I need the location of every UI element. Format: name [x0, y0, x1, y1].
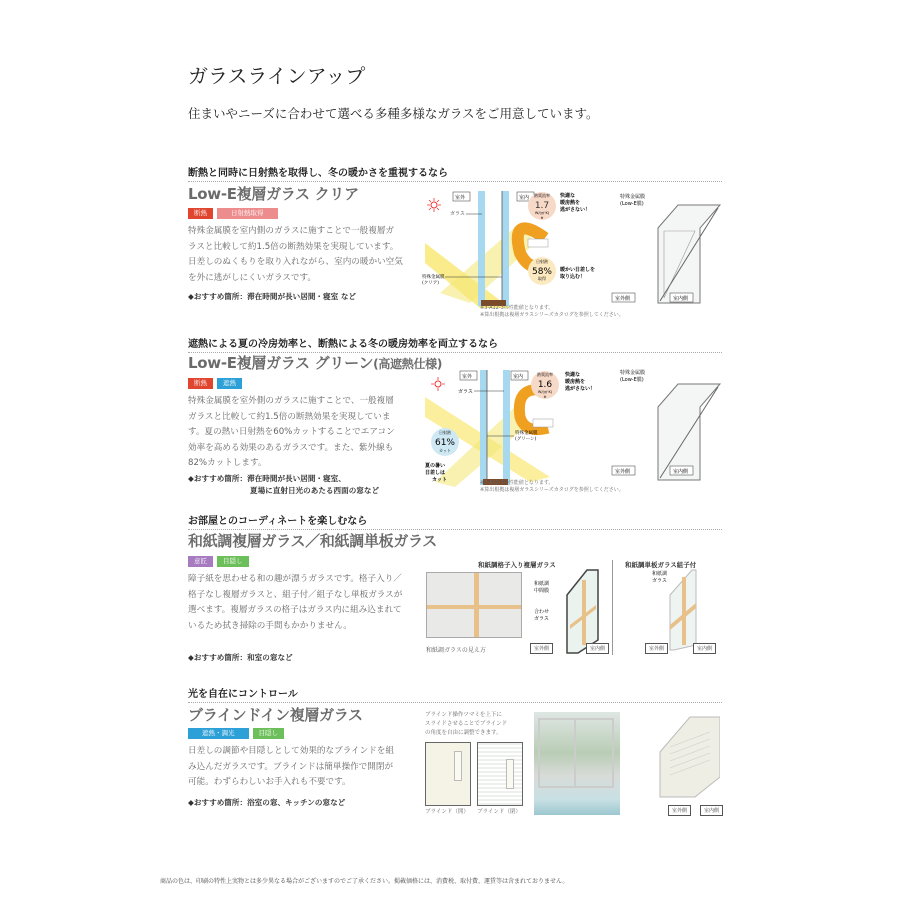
text-line: ブラインド操作ツマミを上下に	[425, 712, 502, 718]
washi-single-glass-diagram	[640, 565, 720, 655]
callout-line: 暖房熱を	[560, 200, 581, 206]
low-e-clear-diagram	[420, 183, 725, 323]
blind-caption	[425, 711, 507, 738]
glass-pane	[502, 191, 509, 306]
diagram-title: 和紙調格子入り複層ガラス	[478, 561, 556, 569]
badge-value: 1.6	[537, 380, 553, 390]
note: ※3-A12-3の性能値となります。	[480, 305, 554, 311]
washi-double-glass-diagram	[530, 565, 610, 655]
section-heading: 遮熱による夏の冷房効率と、断熱による冬の暖房効率を両立するなら	[188, 339, 498, 350]
tag-list	[188, 378, 242, 389]
outdoor-label: 室外側	[530, 643, 553, 654]
tag: 断熱	[188, 378, 213, 389]
tag: 目隠し	[253, 728, 285, 739]
outdoor-label: 室外側	[615, 469, 631, 475]
recommendation: ◆おすすめ箇所：滞在時間が長い居間・寝室 など	[188, 292, 357, 301]
outdoor-label: 室外側	[668, 805, 691, 816]
badge-value: 58%	[531, 267, 553, 277]
badge-mark: ※	[540, 216, 544, 220]
text-line: を外に逃がしにくいガラスです。	[188, 272, 316, 283]
text-line: み込んだガラスです。ブラインドは簡単操作で開閉が	[188, 761, 394, 772]
divider	[188, 702, 722, 703]
iso-label: 特殊金属膜	[620, 194, 646, 200]
divider	[188, 529, 722, 530]
indoor-label: 室内側	[673, 296, 689, 302]
tag: 意匠	[188, 556, 213, 567]
badge-mark: ※	[543, 395, 547, 399]
recommendation: ◆おすすめ箇所：和室の窓など	[188, 653, 293, 662]
callout-line: 逃がさない！	[560, 207, 591, 213]
callout-line: 暖房熱を	[565, 379, 586, 385]
indoor-label: 室内側	[673, 469, 689, 475]
page-title: ガラスラインアップ	[188, 64, 366, 88]
film-label: 特殊金属膜	[422, 275, 445, 280]
text-line: ラスと比較して約1.5倍の断熱効果を実現しています。	[188, 241, 399, 252]
callout-line: 快適な	[560, 193, 576, 199]
text-line: の角度を自由に調整できます。	[425, 730, 502, 736]
title-suffix: (高遮熱仕様)	[373, 357, 443, 371]
badge-label: 日射熱	[439, 430, 451, 435]
text-line: ガラスと比較して約1.5倍の断熱効果を実現していま	[188, 411, 391, 422]
text-line: スライドさせることでブラインド	[425, 721, 508, 727]
film-type: (グリーン)	[515, 437, 537, 442]
inside-label: 室内	[519, 195, 530, 201]
text-line: ◆おすすめ箇所：滞在時間が長い居間・寝室、	[188, 474, 346, 483]
tag: 目隠し	[217, 556, 249, 567]
callout-line: ガラス	[534, 616, 549, 622]
text-line: 効率を高める効果のあるガラスです。また、紫外線も	[188, 442, 394, 453]
inside-label: 室内	[513, 374, 524, 380]
tag: 遮熱	[217, 378, 242, 389]
text-line: 特殊金属膜を室外側のガラスに施すことで、一般複層	[188, 396, 394, 406]
tag: 断熱	[188, 208, 213, 219]
indoor-label: 室内側	[700, 805, 723, 816]
film-label: 特殊金属膜	[515, 431, 538, 436]
blind-glass-isometric	[650, 712, 720, 802]
badge-unit: W/(㎡·K)	[537, 390, 553, 394]
text-line: 82%カットします。	[188, 458, 267, 469]
sun-icon	[431, 377, 445, 391]
divider	[188, 352, 722, 353]
outside-label: 室外	[462, 374, 473, 380]
footer-disclaimer: 商品の色は、印刷の特性上実物とは多少異なる場合がございますのでご了承ください。掲載価格には、消費税、取付費、運賃等は含まれておりません。	[160, 878, 569, 885]
text-line: 選べます。複層ガラスの格子はガラス内に組み込まれて	[188, 605, 402, 616]
glass-isometric	[658, 384, 720, 480]
indoor-label: 室内側	[586, 643, 609, 654]
text-line: 夏場に直射日光のあたる西面の窓など	[250, 486, 380, 495]
text-line: いるため拭き掃除の手間もかかりません。	[188, 620, 352, 631]
outdoor-label: 室外側	[645, 643, 668, 654]
section-heading: 光を自在にコントロール	[188, 689, 298, 700]
section-heading: 断熱と同時に日射熱を取得し、冬の暖かさを重視するなら	[188, 168, 448, 179]
text-line: 日差しのぬくもりを取り入れながら、室内の暖かい空気	[188, 257, 403, 268]
bathroom-photo	[534, 712, 620, 815]
blind-closed-label: ブラインド（閉）	[477, 809, 521, 815]
iso-label: 特殊金属膜	[620, 370, 646, 376]
tag-list	[188, 208, 278, 219]
glass-label: ガラス	[458, 389, 473, 395]
callout-line: 和紙調	[652, 571, 668, 577]
iso-sub: (Low-E膜)	[620, 377, 644, 383]
note: ※算出根拠は複層ガラスシリーズカタログを参照してください。	[480, 312, 624, 318]
callout-line: 日差しは	[425, 470, 446, 476]
recommendation	[188, 473, 379, 497]
callout-line: 中間膜	[534, 588, 550, 594]
note: ※算出根拠は複層ガラスシリーズカタログを参照してください。	[480, 487, 624, 493]
badge-unit: 取得	[538, 276, 546, 281]
outdoor-label: 室外側	[615, 296, 631, 302]
blind-closed-image	[477, 742, 523, 806]
tag-list	[188, 728, 284, 739]
swatch-caption: 和紙調ガラスの見え方	[426, 647, 486, 654]
callout-line: 暖かい日差しを	[560, 267, 596, 273]
tag: 日射熱取得	[217, 208, 278, 219]
callout-line: ガラス	[652, 578, 667, 584]
product-title: Low-E複層ガラス クリア	[188, 185, 359, 203]
tag: 遮熱・調光	[188, 728, 249, 739]
low-e-green-diagram	[420, 362, 725, 500]
washi-swatch	[426, 572, 522, 638]
callout-line: 和紙調	[534, 581, 550, 587]
glass-pane	[480, 370, 487, 485]
text-line: す。夏の熱い日射熱を60%カットすることでエアコン	[188, 427, 395, 438]
glass-pane	[503, 370, 510, 485]
note: ※3-A12-3の性能値となります。	[480, 480, 554, 486]
callout-line: 合わせ	[534, 609, 550, 615]
text-line: 格子なし複層ガラスと、組子付／組子なし単板ガラスが	[188, 589, 403, 600]
recommendation: ◆おすすめ箇所：浴室の窓、キッチンの窓など	[188, 798, 346, 807]
glass-pane	[478, 191, 485, 306]
outside-label: 室外	[455, 195, 466, 201]
product-description	[188, 394, 413, 472]
page-subtitle: 住まいやニーズに合わせて選べる多種多様なガラスをご用意しています。	[188, 106, 599, 121]
text-line: 特殊金属膜を室内側のガラスに施すことで一般複層ガ	[188, 226, 394, 236]
badge-label: 日射熱	[536, 259, 548, 264]
product-description	[188, 224, 413, 286]
title-text: Low-E複層ガラス グリーン	[188, 354, 374, 372]
callout-line: カット	[432, 477, 447, 483]
section-heading: お部屋とのコーディネートを楽しむなら	[188, 516, 368, 527]
badge-unit: W/(㎡·K)	[534, 211, 550, 215]
product-title: 和紙調複層ガラス／和紙調単板ガラス	[188, 532, 438, 550]
glass-isometric	[658, 205, 720, 303]
glass-label: ガラス	[450, 211, 465, 217]
diagram-title: 和紙調単板ガラス組子付	[625, 561, 697, 569]
badge-value: 1.7	[534, 201, 550, 211]
product-title	[188, 355, 442, 373]
tag-list	[188, 556, 249, 567]
callout-line: 快適な	[565, 372, 581, 378]
text-line: 可能。わずらわしいお手入れも不要です。	[188, 777, 351, 788]
product-title: ブラインドイン複層ガラス	[188, 706, 363, 724]
callout-line: 取り込む！	[560, 274, 586, 280]
callout-line: 逃がさない！	[565, 386, 596, 392]
callout-line: 夏の暑い	[425, 463, 446, 469]
indoor-label: 室内側	[693, 643, 716, 654]
blind-open-label: ブラインド（開）	[425, 809, 469, 815]
badge-unit: カット	[439, 448, 451, 453]
badge-label: 熱貫流率	[534, 193, 550, 198]
divider	[188, 181, 722, 182]
sun-icon	[427, 198, 441, 212]
badge-label: 熱貫流率	[537, 372, 553, 377]
divider	[612, 560, 613, 655]
product-description	[188, 744, 413, 791]
text-line: 日差しの調節や目隠しとして効果的なブラインドを組	[188, 746, 394, 756]
text-line: 障子紙を思わせる和の趣が漂うガラスです。格子入り／	[188, 574, 402, 584]
product-description	[188, 572, 413, 634]
badge-value: 61%	[434, 438, 456, 448]
blind-open-image	[425, 742, 471, 806]
iso-sub: (Low-E膜)	[620, 201, 644, 207]
film-type: (クリア)	[422, 281, 440, 286]
